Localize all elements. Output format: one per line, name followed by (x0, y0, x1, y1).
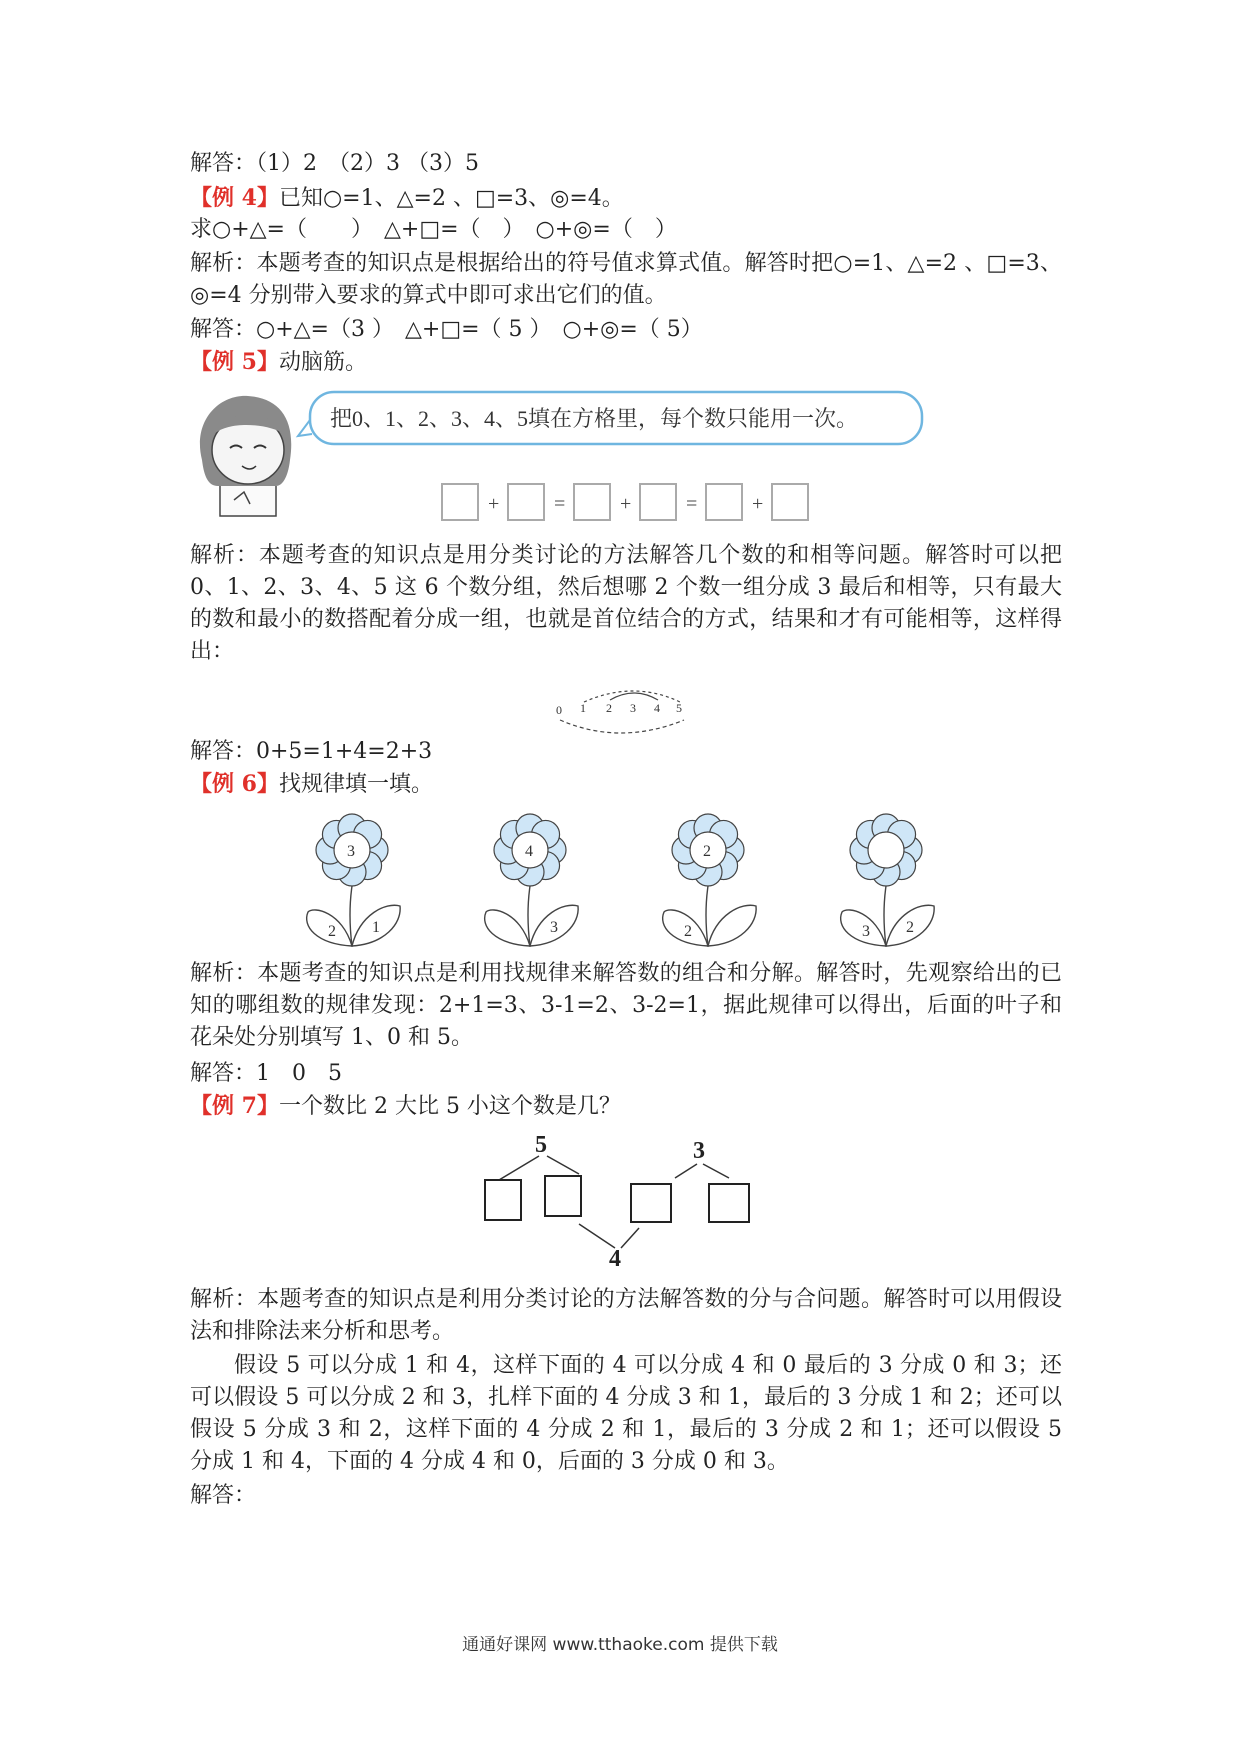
tree-top-left: 5 (535, 1132, 547, 1158)
tree-top-right: 3 (693, 1138, 705, 1164)
tree-box (709, 1184, 749, 1222)
ex7-question: 一个数比 2 大比 5 小这个数是几？ (278, 1094, 621, 1119)
speech-bubble (298, 392, 922, 444)
flower (663, 814, 756, 946)
plus-sign: + (752, 493, 764, 515)
ex7-answer-label: 解答： (190, 1483, 257, 1508)
ex4-tag: 【例 4】 (190, 185, 279, 211)
leaf-right-number: 1 (372, 919, 380, 936)
ex5-analysis: 解析：本题考查的知识点是用分类讨论的方法解答几个数的和相等问题。解答时可以把 0、1、2、3、4、5 这 6 个数分组，然后想哪 2 个数一组分成 3 最后和相等，只有最大的数和最小的数搭配着分成一组，也就是首位结合的方式，结果和才有可能相等，这样得出： (190, 543, 1062, 664)
flower-center-number: 2 (703, 843, 711, 860)
plus-sign: + (488, 493, 500, 515)
ex5-question-line (190, 346, 367, 379)
pair-digit: 2 (606, 701, 612, 715)
plus-sign: + (620, 493, 632, 515)
leaf-right-number: 2 (906, 919, 914, 936)
ex6-tag: 【例 6】 (190, 771, 279, 797)
ex5-question: 动脑筋。 (278, 350, 367, 375)
tree-box (631, 1184, 671, 1222)
ex7-reasoning: 假设 5 可以分成 1 和 4，这样下面的 4 可以分成 4 和 0 最后的 3 分成 0 和 3；还可以假设 5 可以分成 2 和 3，扎样下面的 4 分成 3 和 1，最后的 3 分成 1 和 2；还可以假设 5 分成 3 和 2，这样下面的 4 分成 2 和 1，最后的 3 分成 2 和 1；还可以假设 5 分成 1 和 4，下面的 4 分成 4 和 0，后面的 3 分成 0 和 3。 (190, 1353, 1062, 1474)
ex7-analysis: 解析：本题考查的知识点是利用分类讨论的方法解答数的分与合问题。解答时可以用假设法和排除法来分析和思考。 (190, 1287, 1062, 1344)
ex6-answer: 解答：1 0 5 (190, 1061, 342, 1086)
ex7-tag: 【例 7】 (190, 1093, 279, 1119)
page-footer: 通通好课网 www.tthaoke.com 提供下载 (462, 1635, 778, 1655)
girl-illustration (200, 396, 291, 516)
pair-digit: 1 (580, 701, 586, 715)
ex5-figure (190, 390, 950, 530)
flower (841, 814, 934, 946)
flower (307, 814, 400, 946)
equals-sign: = (686, 493, 698, 515)
pair-digit: 3 (630, 701, 636, 715)
equals-sign: = (554, 493, 566, 515)
ex4-answer: 解答：○+△=（3 ） △+□=（ 5 ） ○+◎=（ 5） (190, 317, 703, 342)
ex4-ask: 求○+△=（ ） △+□=（ ） ○+◎=（ ） (190, 217, 677, 242)
ex7-question-line (190, 1090, 621, 1123)
answer-boxes (442, 484, 808, 520)
leaf-left-number: 2 (328, 923, 336, 940)
ex4-question: 已知○=1、△=2 、□=3、◎=4。 (278, 186, 624, 211)
leaf-left-number: 3 (862, 923, 870, 940)
leaf-left-number: 2 (684, 923, 692, 940)
leaf-right-number: 3 (550, 919, 558, 936)
pair-digit: 5 (676, 701, 682, 715)
tree-box (485, 1180, 521, 1220)
ex4-question-line (190, 182, 624, 215)
ex3-answer: 解答：（1）2 （2）3 （3）5 (190, 151, 479, 176)
ex4-analysis: 解析：本题考查的知识点是根据给出的符号值求算式值。解答时把○=1、△=2 、□=3、◎=4 分别带入要求的算式中即可求出它们的值。 (190, 251, 1062, 308)
pairing-diagram (550, 680, 700, 740)
decomposition-tree (475, 1128, 765, 1268)
ex6-question-line (190, 768, 433, 801)
ex5-tag: 【例 5】 (190, 349, 279, 375)
pair-digit: 0 (556, 703, 562, 717)
flower (485, 814, 578, 946)
ex6-question: 找规律填一填。 (278, 772, 433, 797)
pair-digit: 4 (654, 701, 660, 715)
flower-center-number: 4 (525, 843, 533, 860)
tree-box (545, 1176, 581, 1216)
flowers-figure (300, 808, 960, 948)
ex6-analysis: 解析：本题考查的知识点是利用找规律来解答数的组合和分解。解答时，先观察给出的已知的哪组数的规律发现：2+1=3、3-1=2、3-2=1，据此规律可以得出，后面的叶子和花朵处分别填写 1、0 和 5。 (190, 961, 1062, 1050)
bubble-text: 把0、1、2、3、4、5填在方格里，每个数只能用一次。 (330, 406, 859, 431)
ex5-answer: 解答：0+5=1+4=2+3 (190, 739, 433, 764)
flower-center-number: 3 (347, 843, 355, 860)
tree-bottom: 4 (609, 1246, 621, 1268)
